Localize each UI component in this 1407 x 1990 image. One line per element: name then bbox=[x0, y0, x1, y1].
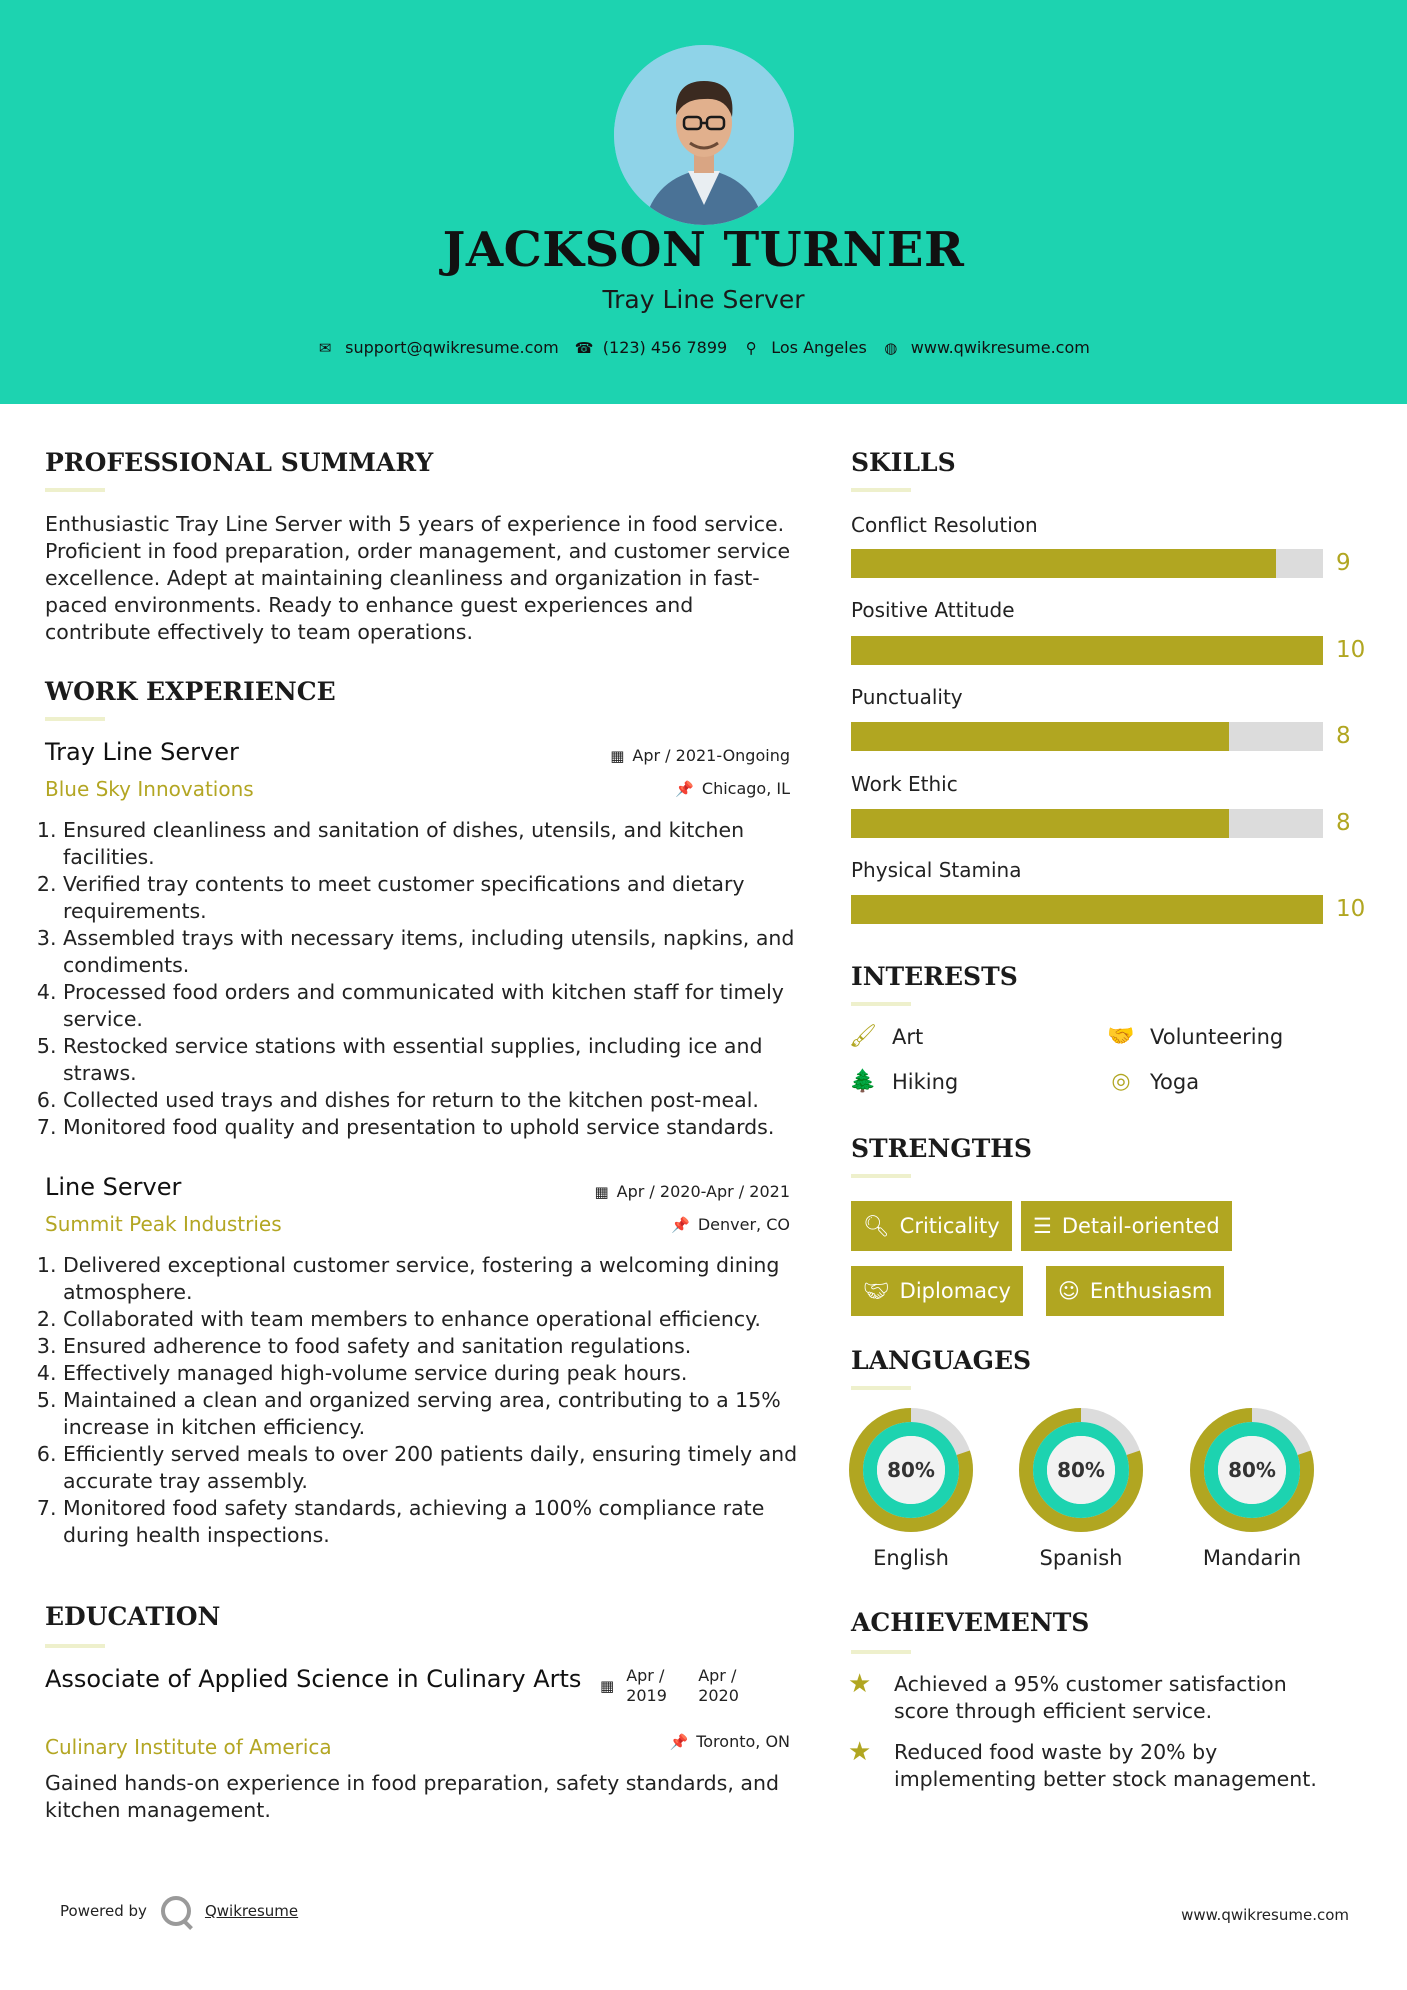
contact-website-text: www.qwikresume.com bbox=[910, 338, 1090, 357]
skill-bar-5 bbox=[851, 895, 1323, 924]
achievements-underline bbox=[851, 1650, 911, 1654]
search-icon: 🔍︎ bbox=[863, 1213, 890, 1238]
list-item: 7. Monitored food safety standards, achieving a 100% compliance rate during health inspections. bbox=[63, 1495, 805, 1549]
list-icon: ☰ bbox=[1033, 1214, 1052, 1238]
skill-value-4: 8 bbox=[1336, 810, 1351, 836]
interest-item-hiking bbox=[848, 1069, 958, 1094]
list-item: 2. Verified tray contents to meet customer specifications and dietary requirements. bbox=[63, 871, 805, 925]
strength-enthusiasm bbox=[1046, 1266, 1224, 1316]
skill-name-5: Physical Stamina bbox=[851, 858, 1022, 882]
list-item: 1. Ensured cleanliness and sanitation of dishes, utensils, and kitchen facilities. bbox=[63, 817, 805, 871]
calendar-icon: ▦ bbox=[594, 1182, 609, 1201]
language-english bbox=[849, 1408, 973, 1570]
education-dates bbox=[600, 1666, 758, 1706]
skill-bar-3 bbox=[851, 722, 1323, 751]
skill-bar-4 bbox=[851, 809, 1323, 838]
powered-by-text: Powered by bbox=[60, 1902, 147, 1920]
language-gauge bbox=[849, 1408, 973, 1532]
strength-diplomacy bbox=[851, 1266, 1023, 1316]
language-gauge bbox=[1190, 1408, 1314, 1532]
lifebuoy-icon: ◎ bbox=[1111, 1069, 1131, 1094]
language-mandarin bbox=[1190, 1408, 1314, 1570]
gauge-percent-label: 80% bbox=[1057, 1458, 1105, 1482]
language-name: Mandarin bbox=[1202, 1546, 1302, 1570]
phone-icon: ☎ bbox=[574, 338, 594, 357]
language-name: English bbox=[873, 1546, 949, 1570]
education-location-text: Toronto, ON bbox=[696, 1732, 790, 1751]
skill-name-1: Conflict Resolution bbox=[851, 513, 1038, 537]
job-bullets-2 bbox=[45, 1252, 805, 1549]
skill-name-2: Positive Attitude bbox=[851, 598, 1015, 622]
job-company-1: Blue Sky Innovations bbox=[45, 777, 254, 801]
contact-email-text: support@qwikresume.com bbox=[345, 338, 559, 357]
list-item: 5. Restocked service stations with essential supplies, including ice and straws. bbox=[63, 1033, 805, 1087]
list-item: 2. Collaborated with team members to enhance operational efficiency. bbox=[63, 1306, 805, 1333]
summary-text: Enthusiastic Tray Line Server with 5 years of experience in food service. Proficient in food preparation, order management, and customer service excellence. Adept at maintaining cleanliness and organization in fast-paced environments. Ready to enhance guest experiences and contribute effectively to team operations. bbox=[45, 512, 791, 644]
skill-bar-fill bbox=[851, 722, 1229, 751]
summary-underline bbox=[45, 488, 105, 492]
summary-heading: PROFESSIONAL SUMMARY bbox=[45, 448, 434, 477]
achievement-text: Achieved a 95% customer satisfaction score through efficient service. bbox=[894, 1672, 1287, 1723]
smile-icon: ☺ bbox=[1058, 1279, 1080, 1303]
contact-phone-text: (123) 456 7899 bbox=[602, 338, 728, 357]
education-school: Culinary Institute of America bbox=[45, 1735, 332, 1759]
job-dates-2 bbox=[480, 1182, 790, 1201]
education-description: Gained hands-on experience in food preparation, safety standards, and kitchen management. bbox=[45, 1771, 779, 1822]
skill-bar-1 bbox=[851, 549, 1323, 578]
star-icon: ★ bbox=[848, 1669, 872, 1699]
resume-header bbox=[0, 0, 1407, 404]
list-item: 1. Delivered exceptional customer service, fostering a welcoming dining atmosphere. bbox=[63, 1252, 805, 1306]
list-item: 3. Assembled trays with necessary items, including utensils, napkins, and condiments. bbox=[63, 925, 805, 979]
education-heading: EDUCATION bbox=[45, 1602, 221, 1631]
achievement-text: Reduced food waste by 20% by implementing better stock management. bbox=[894, 1740, 1317, 1791]
job-location-2 bbox=[480, 1215, 790, 1234]
interest-label: Hiking bbox=[892, 1069, 959, 1094]
job-dates-2-text: Apr / 2020-Apr / 2021 bbox=[616, 1182, 790, 1201]
contact-bar bbox=[0, 338, 1407, 357]
job-title-1: Tray Line Server bbox=[45, 738, 239, 766]
pushpin-icon: 📌 bbox=[675, 779, 694, 798]
handshake-icon: 🤝 bbox=[1107, 1024, 1135, 1049]
education-date-start: Apr / 2019 bbox=[626, 1666, 667, 1705]
footer-powered-by bbox=[60, 1896, 298, 1926]
skill-value-1: 9 bbox=[1336, 550, 1351, 576]
skill-bar-fill bbox=[851, 895, 1323, 924]
languages-heading: LANGUAGES bbox=[851, 1346, 1032, 1375]
interests-heading: INTERESTS bbox=[851, 962, 1018, 991]
job-dates-1 bbox=[480, 746, 790, 765]
education-degree: Associate of Applied Science in Culinary Arts bbox=[45, 1665, 582, 1693]
contact-location-text: Los Angeles bbox=[771, 338, 867, 357]
profile-photo bbox=[614, 45, 794, 225]
job-location-1-text: Chicago, IL bbox=[701, 779, 790, 798]
calendar-icon: ▦ bbox=[600, 1677, 615, 1695]
list-item: 4. Effectively managed high-volume service during peak hours. bbox=[63, 1360, 805, 1387]
tree-icon: 🌲 bbox=[849, 1069, 877, 1094]
candidate-title: Tray Line Server bbox=[602, 285, 805, 314]
interest-label: Volunteering bbox=[1150, 1024, 1284, 1049]
skill-bar-fill bbox=[851, 549, 1276, 578]
education-location bbox=[480, 1732, 790, 1751]
strengths-underline bbox=[851, 1174, 911, 1178]
experience-underline bbox=[45, 717, 105, 721]
job-bullets-1 bbox=[45, 817, 805, 1141]
skill-bar-fill bbox=[851, 809, 1229, 838]
map-pin-icon: ⚲ bbox=[745, 338, 757, 357]
contact-email[interactable] bbox=[317, 338, 559, 357]
job-location-2-text: Denver, CO bbox=[697, 1215, 790, 1234]
interests-underline bbox=[851, 1002, 911, 1006]
interest-label: Art bbox=[892, 1024, 924, 1049]
skill-value-2: 10 bbox=[1336, 637, 1366, 663]
skill-name-4: Work Ethic bbox=[851, 772, 958, 796]
strength-label: Enthusiasm bbox=[1089, 1279, 1213, 1303]
interest-label: Yoga bbox=[1150, 1069, 1200, 1094]
pushpin-icon: 📌 bbox=[671, 1215, 690, 1234]
handshake-icon: 🤝︎ bbox=[863, 1278, 890, 1303]
list-item: 4. Processed food orders and communicated with kitchen staff for timely service. bbox=[63, 979, 805, 1033]
brand-link[interactable]: Qwikresume bbox=[204, 1902, 299, 1920]
language-gauge bbox=[1019, 1408, 1143, 1532]
language-name: Spanish bbox=[1039, 1546, 1123, 1570]
achievement-item-2 bbox=[848, 1739, 1328, 1793]
paintbrush-icon: 🖌 bbox=[849, 1024, 877, 1049]
list-item: 7. Monitored food quality and presentation to uphold service standards. bbox=[63, 1114, 805, 1141]
globe-icon: ◍ bbox=[884, 338, 898, 357]
contact-website[interactable] bbox=[883, 338, 1090, 357]
language-spanish bbox=[1019, 1408, 1143, 1570]
skills-underline bbox=[851, 488, 911, 492]
achievements-heading: ACHIEVEMENTS bbox=[851, 1608, 1090, 1637]
list-item: 6. Efficiently served meals to over 200 patients daily, ensuring timely and accurate tray assembly. bbox=[63, 1441, 805, 1495]
list-item: 5. Maintained a clean and organized serving area, contributing to a 15% increase in kitchen efficiency. bbox=[63, 1387, 805, 1441]
strengths-heading: STRENGTHS bbox=[851, 1134, 1032, 1163]
skill-bar-2 bbox=[851, 636, 1323, 665]
interest-item-art bbox=[848, 1024, 923, 1049]
skills-heading: SKILLS bbox=[851, 448, 956, 477]
job-location-1 bbox=[480, 779, 790, 798]
contact-phone[interactable] bbox=[575, 338, 727, 357]
strength-label: Detail-oriented bbox=[1061, 1214, 1220, 1238]
contact-location bbox=[743, 338, 867, 357]
skill-value-3: 8 bbox=[1336, 723, 1351, 749]
star-icon: ★ bbox=[848, 1737, 872, 1767]
strength-criticality bbox=[851, 1201, 1012, 1251]
skill-bar-fill bbox=[851, 636, 1323, 665]
strength-label: Criticality bbox=[899, 1214, 1000, 1238]
languages-underline bbox=[851, 1386, 911, 1390]
skill-value-5: 10 bbox=[1336, 896, 1366, 922]
pushpin-icon: 📌 bbox=[669, 1732, 689, 1751]
qwikresume-logo-icon bbox=[161, 1896, 191, 1926]
gauge-percent-label: 80% bbox=[887, 1458, 935, 1482]
list-item: 6. Collected used trays and dishes for return to the kitchen post-meal. bbox=[63, 1087, 805, 1114]
strength-detail-oriented bbox=[1021, 1201, 1232, 1251]
achievement-item-1 bbox=[848, 1671, 1328, 1725]
experience-heading: WORK EXPERIENCE bbox=[45, 677, 336, 706]
footer-website[interactable]: www.qwikresume.com bbox=[1181, 1906, 1349, 1924]
strength-label: Diplomacy bbox=[899, 1279, 1011, 1303]
job-title-2: Line Server bbox=[45, 1173, 182, 1201]
gauge-percent-label: 80% bbox=[1228, 1458, 1276, 1482]
education-date-end: Apr / 2020 bbox=[698, 1666, 739, 1705]
education-underline bbox=[45, 1644, 105, 1648]
envelope-icon: ✉ bbox=[318, 338, 332, 357]
job-company-2: Summit Peak Industries bbox=[45, 1212, 282, 1236]
calendar-icon: ▦ bbox=[610, 746, 625, 765]
interest-item-volunteering bbox=[1106, 1024, 1283, 1049]
job-dates-1-text: Apr / 2021-Ongoing bbox=[632, 746, 790, 765]
skill-name-3: Punctuality bbox=[851, 685, 963, 709]
interest-item-yoga bbox=[1106, 1069, 1199, 1094]
list-item: 3. Ensured adherence to food safety and sanitation regulations. bbox=[63, 1333, 805, 1360]
candidate-name: JACKSON TURNER bbox=[442, 222, 965, 278]
